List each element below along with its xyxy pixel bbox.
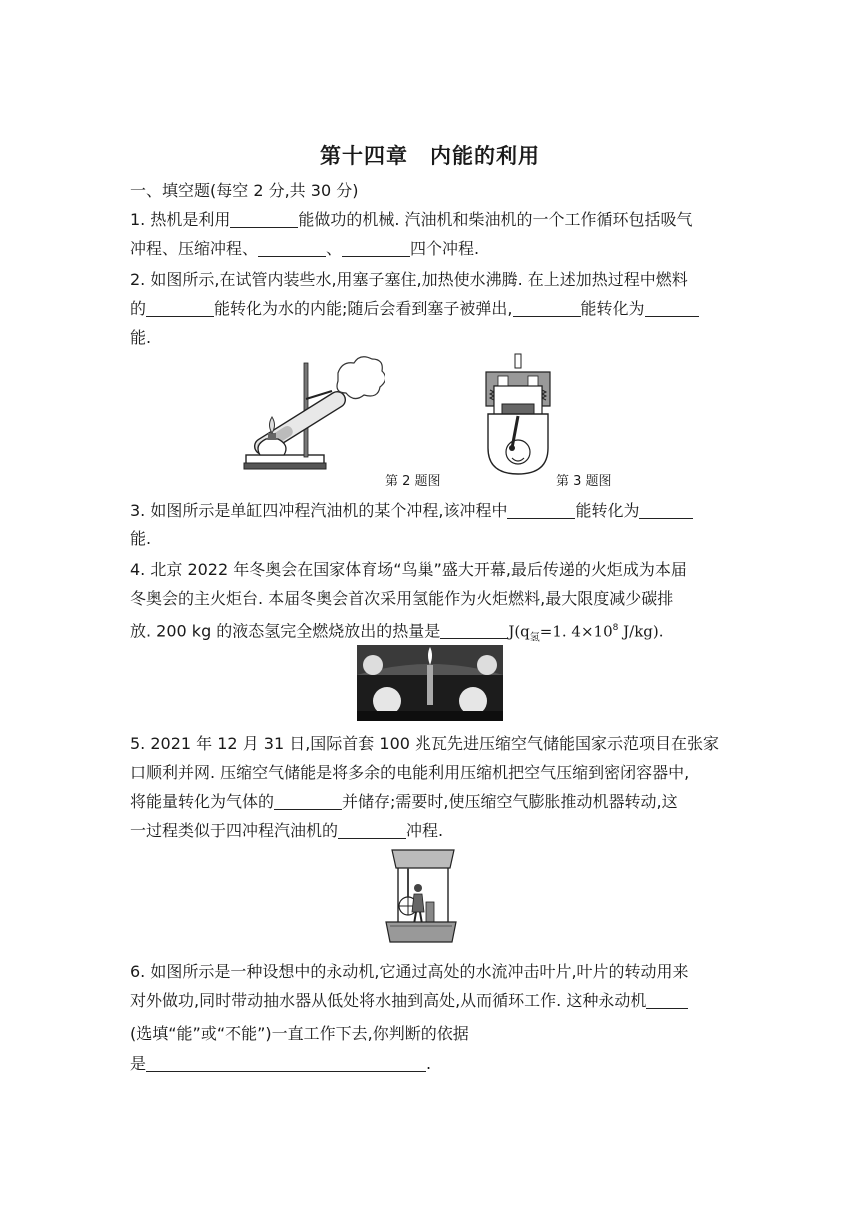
q5-line-4: 一过程类似于四冲程汽油机的 冲程. xyxy=(130,821,444,840)
q3-line-2: 能. xyxy=(130,529,152,548)
answer-blank[interactable] xyxy=(230,211,298,228)
chapter-title: 第十四章 内能的利用 xyxy=(320,144,540,168)
section-heading: 一、填空题(每空 2 分,共 30 分) xyxy=(130,181,359,200)
q4-line-1: 4. 北京 2022 年冬奥会在国家体育场“鸟巢”盛大开幕,最后传递的火炬成为本届 xyxy=(130,560,687,579)
answer-blank[interactable] xyxy=(146,1055,426,1072)
answer-blank[interactable] xyxy=(342,240,410,257)
figure-2-caption: 第 2 题图 xyxy=(385,474,441,489)
answer-blank[interactable] xyxy=(507,502,575,519)
q1-line-1: 1. 热机是利用 能做功的机械. 汽油机和柴油机的一个工作循环包括吸气 xyxy=(130,210,693,229)
q2-line-2: 的 能转化为水的内能;随后会看到塞子被弹出, 能转化为 xyxy=(130,298,732,320)
answer-blank[interactable] xyxy=(258,240,326,257)
q5-line-2: 口顺利并网. 压缩空气储能是将多余的电能利用压缩机把空气压缩到密闭容器中, xyxy=(130,763,690,782)
q5-line-1: 5. 2021 年 12 月 31 日,国际首套 100 兆瓦先进压缩空气储能国家示范项目在张家 xyxy=(130,734,720,753)
q2-line-1: 2. 如图所示,在试管内装些水,用塞子塞住,加热使水沸腾. 在上述加热过程中燃料 xyxy=(130,270,688,289)
test-tube-heating-figure xyxy=(240,355,385,480)
answer-blank[interactable] xyxy=(645,300,699,317)
answer-blank[interactable] xyxy=(646,992,688,1009)
olympic-torch-photo xyxy=(357,645,503,721)
answer-blank[interactable] xyxy=(146,300,214,317)
q1-line-2: 冲程、压缩冲程、 、 四个冲程. xyxy=(130,239,480,258)
q2-line-3: 能. xyxy=(130,328,152,347)
answer-blank[interactable] xyxy=(639,502,693,519)
q6-line-4: 是 . xyxy=(130,1054,432,1073)
q4-line-2: 冬奥会的主火炬台. 本届冬奥会首次采用氢能作为火炬燃料,最大限度减少碳排 xyxy=(130,589,674,608)
answer-blank[interactable] xyxy=(274,793,342,810)
q3-line-1: 3. 如图所示是单缸四冲程汽油机的某个冲程,该冲程中 能转化为 xyxy=(130,500,732,522)
perpetual-motion-figure xyxy=(378,842,463,948)
q6-line-3: (选填“能”或“不能”)一直工作下去,你判断的依据 xyxy=(130,1024,469,1043)
answer-blank[interactable] xyxy=(338,822,406,839)
answer-blank[interactable] xyxy=(513,300,581,317)
q4-line-3: 放. 200 kg 的液态氢完全燃烧放出的热量是 $J(q_氢=1$. $4\times 10^8$ J/kg). xyxy=(130,621,664,644)
q5-line-3: 将能量转化为气体的 并储存;需要时,使压缩空气膨胀推动机器转动,这 xyxy=(130,792,678,811)
q6-line-2: 对外做功,同时带动抽水器从低处将水抽到高处,从而循环工作. 这种永动机 xyxy=(130,990,732,1012)
figure-3-caption: 第 3 题图 xyxy=(556,474,612,489)
engine-cylinder-figure xyxy=(482,352,554,478)
answer-blank[interactable] xyxy=(440,622,508,639)
q6-line-1: 6. 如图所示是一种设想中的永动机,它通过高处的水流冲击叶片,叶片的转动用来 xyxy=(130,962,689,981)
